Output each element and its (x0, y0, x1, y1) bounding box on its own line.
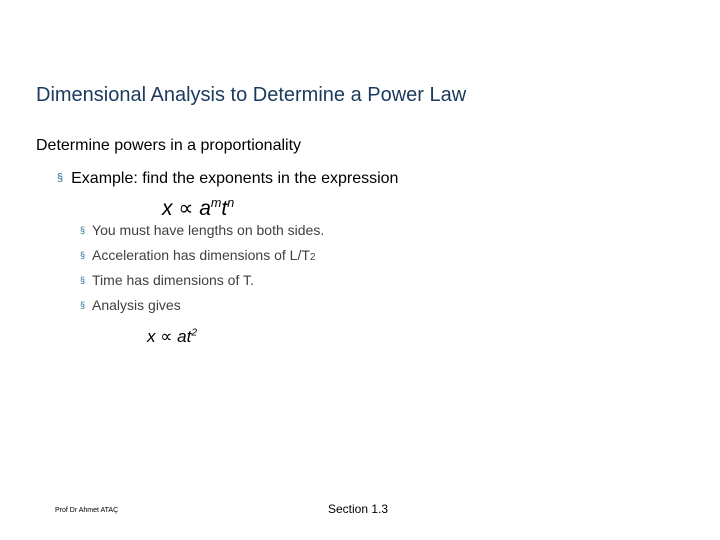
sub-bullet-text: You must have lengths on both sides. (92, 222, 325, 238)
sub-bullet-item: § Acceleration has dimensions of L/T 2 (80, 247, 316, 263)
sub-bullet-marker: § (80, 275, 86, 285)
formula-result-at: at (177, 327, 192, 346)
formula-x: x (162, 197, 173, 220)
proportional-symbol: ∝ (178, 197, 194, 220)
sub-bullet-marker: § (80, 300, 86, 310)
formula-result-exponent: 2 (191, 327, 197, 339)
formula-result-x: x (147, 327, 156, 346)
bullet-marker: § (57, 172, 64, 184)
formula-power-law (162, 196, 234, 221)
formula-t: t (221, 197, 228, 220)
sub-bullet-text: Time has dimensions of T. (92, 272, 254, 288)
slide-heading: Determine powers in a proportionality (36, 137, 302, 154)
bullet-example-text: Example: find the exponents in the expression (71, 170, 399, 187)
formula-result (147, 327, 197, 347)
formula-exponent-n: n (227, 196, 235, 210)
sub-bullet-text: Acceleration has dimensions of L/T (92, 247, 310, 263)
sub-bullet-text: Analysis gives (92, 297, 181, 313)
bullet-example (57, 170, 398, 188)
sub-bullet-list (80, 222, 324, 322)
sub-bullet-marker: § (80, 225, 86, 235)
sub-bullet-marker: § (80, 250, 86, 260)
sub-bullet-item (80, 297, 324, 322)
formula-exponent-m: m (210, 196, 222, 210)
proportional-symbol: ∝ (160, 327, 173, 346)
sub-bullet-item (80, 272, 324, 297)
slide-title: Dimensional Analysis to Determine a Power Law (36, 84, 467, 106)
formula-a: a (199, 197, 211, 220)
footer-author: Prof Dr Ahmet ATAÇ (55, 507, 119, 514)
sub-bullet-item (80, 222, 324, 247)
footer-section: Section 1.3 (328, 502, 389, 516)
